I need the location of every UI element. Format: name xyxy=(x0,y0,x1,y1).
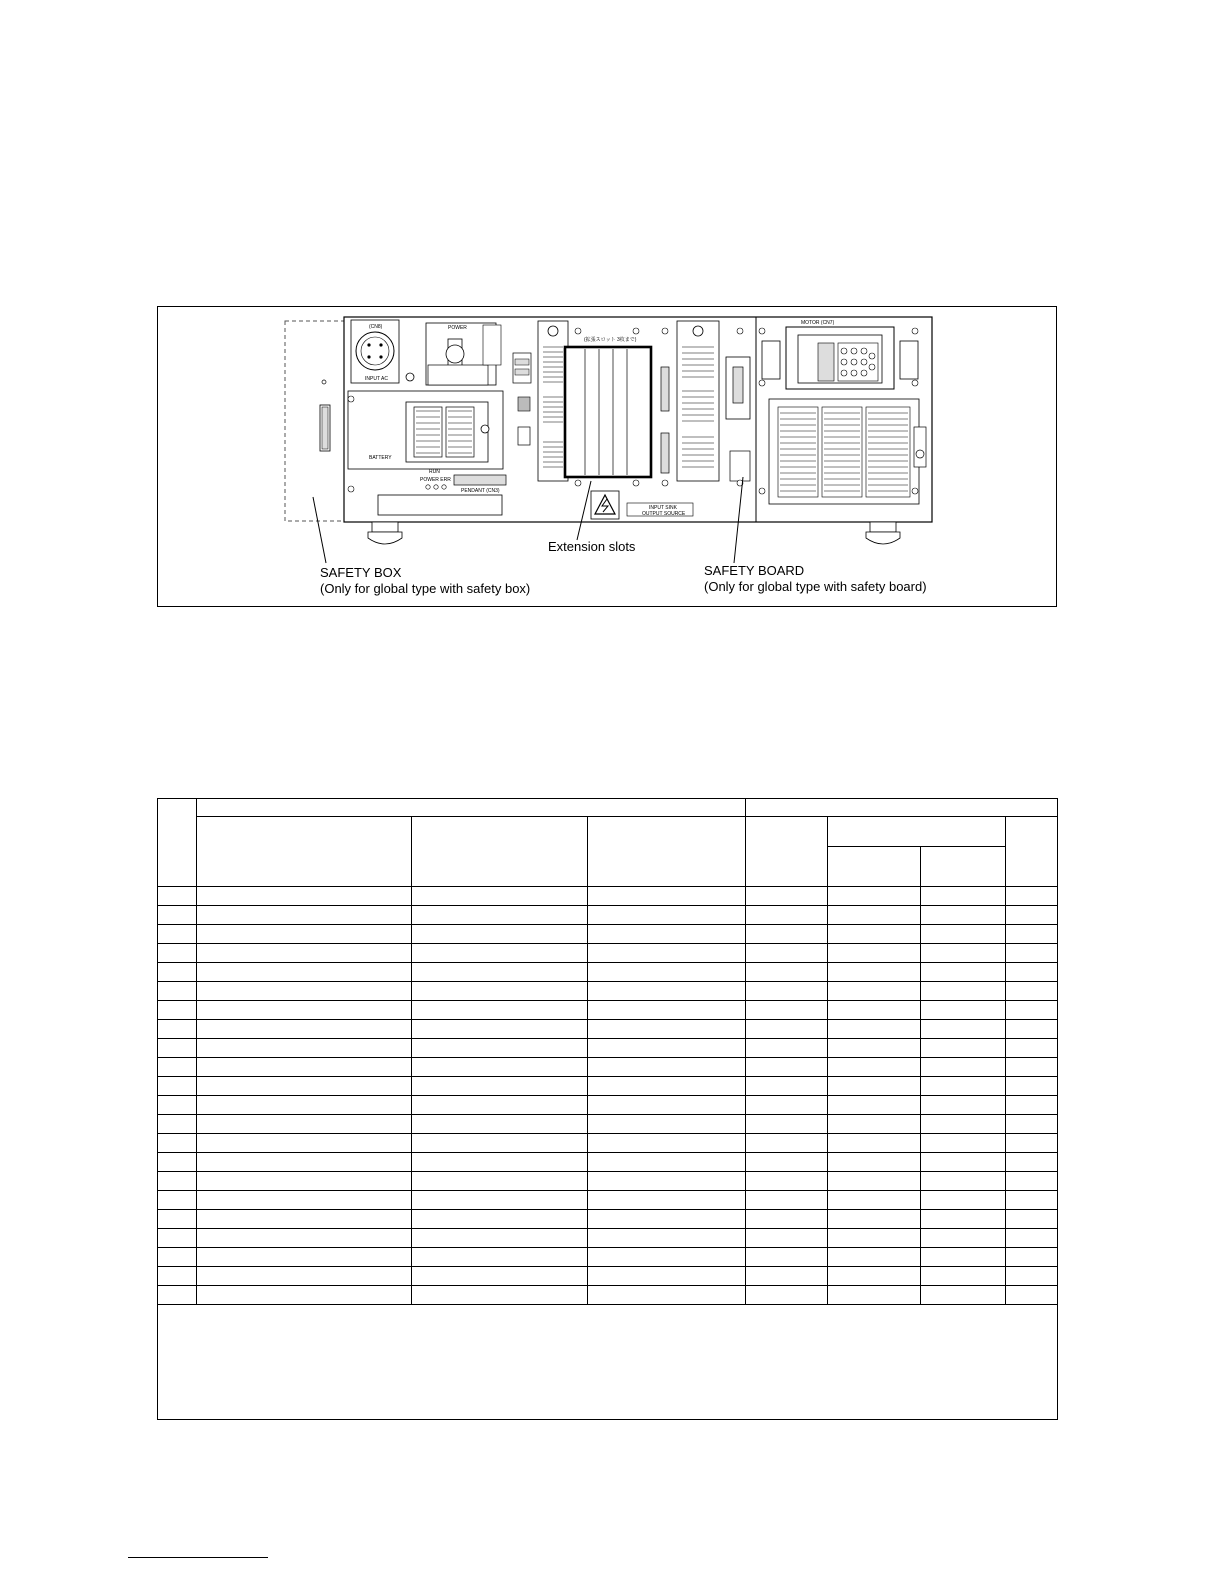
header-cell xyxy=(197,799,746,817)
table-cell xyxy=(828,925,921,944)
table-cell xyxy=(746,1267,828,1286)
header-row-2 xyxy=(158,817,1058,847)
table-cell xyxy=(1006,1286,1058,1305)
table-cell xyxy=(588,1267,746,1286)
table-cell xyxy=(197,1020,412,1039)
table-cell xyxy=(197,906,412,925)
table-cell xyxy=(412,1115,588,1134)
table-cell xyxy=(158,925,197,944)
table-cell xyxy=(588,1229,746,1248)
table-cell xyxy=(746,944,828,963)
table-row xyxy=(158,1191,1058,1210)
table-cell xyxy=(1006,963,1058,982)
table-cell xyxy=(828,1248,921,1267)
table-cell xyxy=(158,1096,197,1115)
table-cell xyxy=(158,1020,197,1039)
table-cell xyxy=(158,1153,197,1172)
table-cell xyxy=(412,1039,588,1058)
table-cell xyxy=(197,1077,412,1096)
extension-slots-block xyxy=(565,336,651,477)
table-cell xyxy=(197,1248,412,1267)
safety-board-label: SAFETY BOARD xyxy=(704,563,805,578)
table-cell xyxy=(588,1286,746,1305)
table-cell xyxy=(588,1153,746,1172)
table-cell xyxy=(197,1134,412,1153)
table-cell xyxy=(412,1058,588,1077)
table-cell xyxy=(197,1210,412,1229)
controller-drawing xyxy=(158,307,1058,608)
table-cell xyxy=(588,1134,746,1153)
table-cell xyxy=(921,1229,1006,1248)
table-cell xyxy=(921,1248,1006,1267)
table-row xyxy=(158,1020,1058,1039)
table-cell xyxy=(921,1134,1006,1153)
table-cell xyxy=(197,887,412,906)
table-cell xyxy=(197,1115,412,1134)
safety-box-leader xyxy=(313,497,326,563)
table-cell xyxy=(158,1172,197,1191)
table-cell xyxy=(158,887,197,906)
table-cell xyxy=(921,1210,1006,1229)
table-cell xyxy=(1006,1229,1058,1248)
table-cell xyxy=(921,906,1006,925)
header-cell xyxy=(746,817,828,887)
safety-box-note: (Only for global type with safety box) xyxy=(320,581,531,596)
safety-board-note: (Only for global type with safety board) xyxy=(704,579,927,594)
table-cell xyxy=(588,982,746,1001)
table-cell xyxy=(197,982,412,1001)
table-cell xyxy=(828,1115,921,1134)
table-cell xyxy=(588,887,746,906)
table-cell xyxy=(197,1096,412,1115)
table-cell xyxy=(158,1267,197,1286)
table-cell xyxy=(158,1001,197,1020)
table-cell xyxy=(1006,1096,1058,1115)
fan-grill xyxy=(769,399,926,504)
table-cell xyxy=(158,1039,197,1058)
extension-slots-label: Extension slots xyxy=(548,539,636,554)
table-cell xyxy=(746,1077,828,1096)
table-cell xyxy=(197,944,412,963)
table-cell xyxy=(921,1267,1006,1286)
table-cell xyxy=(412,1096,588,1115)
table-cell xyxy=(828,1191,921,1210)
table-cell xyxy=(412,944,588,963)
table-cell xyxy=(828,1077,921,1096)
table-cell xyxy=(412,1020,588,1039)
table-cell xyxy=(412,906,588,925)
table-cell xyxy=(1006,1039,1058,1058)
cn8-label: (CN8) xyxy=(369,324,383,330)
table-cell xyxy=(588,1058,746,1077)
header-cell xyxy=(828,817,1006,847)
table-row xyxy=(158,982,1058,1001)
table-cell xyxy=(412,1172,588,1191)
table-cell xyxy=(412,1210,588,1229)
table-cell xyxy=(746,887,828,906)
svg-text:OUTPUT SOURCE: OUTPUT SOURCE xyxy=(642,511,686,517)
table-cell xyxy=(828,1153,921,1172)
table-cell xyxy=(828,906,921,925)
table-cell xyxy=(1006,1191,1058,1210)
table-cell xyxy=(828,1134,921,1153)
table-cell xyxy=(746,906,828,925)
table-row xyxy=(158,1039,1058,1058)
table-cell xyxy=(158,1229,197,1248)
table-cell xyxy=(588,1020,746,1039)
table-cell xyxy=(588,1039,746,1058)
table-cell xyxy=(158,1134,197,1153)
table-row xyxy=(158,1267,1058,1286)
table-cell xyxy=(412,1077,588,1096)
table-cell xyxy=(197,1058,412,1077)
table-cell xyxy=(1006,925,1058,944)
table-row xyxy=(158,1001,1058,1020)
table-cell xyxy=(412,887,588,906)
table-row xyxy=(158,1096,1058,1115)
bottom-plate xyxy=(378,495,502,515)
table-row xyxy=(158,906,1058,925)
table-cell xyxy=(921,1286,1006,1305)
table-cell xyxy=(197,963,412,982)
table-cell xyxy=(1006,1115,1058,1134)
table-cell xyxy=(921,1020,1006,1039)
table-cell xyxy=(746,1096,828,1115)
table-cell xyxy=(158,906,197,925)
svg-text:MOTOR (CN7): MOTOR (CN7) xyxy=(801,320,835,326)
table-cell xyxy=(746,982,828,1001)
warning-label xyxy=(591,491,619,519)
table-cell xyxy=(828,944,921,963)
table-cell xyxy=(746,925,828,944)
table-cell xyxy=(921,944,1006,963)
table-cell xyxy=(921,982,1006,1001)
table-cell xyxy=(1006,1020,1058,1039)
table-cell xyxy=(1006,1001,1058,1020)
header-cell xyxy=(828,847,921,887)
table-cell xyxy=(197,1267,412,1286)
table-cell xyxy=(588,963,746,982)
table-row xyxy=(158,1229,1058,1248)
header-cell xyxy=(921,847,1006,887)
table-cell xyxy=(1006,1134,1058,1153)
controller-front-panel-figure xyxy=(157,306,1057,607)
table-cell xyxy=(1006,1077,1058,1096)
sink-source-label xyxy=(627,503,693,517)
header-cell xyxy=(1006,817,1058,887)
table-cell xyxy=(746,1191,828,1210)
table-cell xyxy=(828,1267,921,1286)
table-cell xyxy=(197,1001,412,1020)
table-row xyxy=(158,1210,1058,1229)
header-cell xyxy=(588,817,746,887)
table-cell xyxy=(158,1191,197,1210)
table-cell xyxy=(828,1096,921,1115)
power-switch-label: POWER xyxy=(448,325,467,331)
table-cell xyxy=(921,1191,1006,1210)
table-cell xyxy=(921,1058,1006,1077)
table-cell xyxy=(828,1172,921,1191)
table-row xyxy=(158,1248,1058,1267)
header-cell xyxy=(746,799,1058,817)
table-cell xyxy=(412,1267,588,1286)
notes-cell xyxy=(158,1305,1058,1420)
table-cell xyxy=(197,1172,412,1191)
table-cell xyxy=(588,944,746,963)
table-cell xyxy=(412,925,588,944)
table-cell xyxy=(412,1191,588,1210)
table-cell xyxy=(746,1115,828,1134)
table-cell xyxy=(828,1039,921,1058)
table-cell xyxy=(1006,1058,1058,1077)
table-cell xyxy=(1006,982,1058,1001)
table-cell xyxy=(412,1229,588,1248)
table-cell xyxy=(158,1058,197,1077)
table-cell xyxy=(588,1096,746,1115)
table-row xyxy=(158,1058,1058,1077)
table-cell xyxy=(1006,887,1058,906)
table-cell xyxy=(828,1058,921,1077)
table-cell xyxy=(1006,1267,1058,1286)
table-cell xyxy=(1006,1172,1058,1191)
table-cell xyxy=(921,1153,1006,1172)
table-cell xyxy=(828,982,921,1001)
table-cell xyxy=(412,982,588,1001)
table-cell xyxy=(197,1286,412,1305)
table-cell xyxy=(588,906,746,925)
header-cell xyxy=(158,799,197,887)
table-cell xyxy=(828,1210,921,1229)
right-middle-module xyxy=(677,321,719,481)
table-row xyxy=(158,1077,1058,1096)
table-cell xyxy=(158,1210,197,1229)
table-cell xyxy=(1006,1210,1058,1229)
header-cell xyxy=(197,817,412,887)
table-cell xyxy=(412,963,588,982)
table-cell xyxy=(746,1248,828,1267)
table-cell xyxy=(1006,1153,1058,1172)
table-cell xyxy=(828,887,921,906)
svg-text:(拡張スロット 3枚まで): (拡張スロット 3枚まで) xyxy=(584,337,637,343)
notes-row xyxy=(158,1305,1058,1420)
table-cell xyxy=(588,1115,746,1134)
table-cell xyxy=(746,1001,828,1020)
table-cell xyxy=(1006,944,1058,963)
table-cell xyxy=(158,963,197,982)
table-cell xyxy=(828,1229,921,1248)
table-cell xyxy=(921,887,1006,906)
table-cell xyxy=(158,1077,197,1096)
safety-box-label: SAFETY BOX xyxy=(320,565,402,580)
table-cell xyxy=(588,1172,746,1191)
svg-text:POWER ERR: POWER ERR xyxy=(420,477,451,483)
table-cell xyxy=(588,1248,746,1267)
table-cell xyxy=(1006,906,1058,925)
table-cell xyxy=(158,1115,197,1134)
table-cell xyxy=(921,925,1006,944)
table-cell xyxy=(197,925,412,944)
table-row xyxy=(158,925,1058,944)
table-cell xyxy=(588,1210,746,1229)
table-cell xyxy=(746,1229,828,1248)
table-cell xyxy=(746,1020,828,1039)
header-row-1 xyxy=(158,799,1058,817)
table-cell xyxy=(746,963,828,982)
table-cell xyxy=(158,1248,197,1267)
table-cell xyxy=(1006,1248,1058,1267)
table-cell xyxy=(197,1229,412,1248)
battery-section xyxy=(348,391,503,469)
table-cell xyxy=(197,1153,412,1172)
battery-label: BATTERY xyxy=(369,455,392,461)
table-cell xyxy=(746,1134,828,1153)
svg-text:INPUT SINK: INPUT SINK xyxy=(649,505,677,511)
table-cell xyxy=(158,944,197,963)
table-cell xyxy=(197,1039,412,1058)
table-cell xyxy=(412,1134,588,1153)
table-cell xyxy=(921,1172,1006,1191)
table-cell xyxy=(412,1248,588,1267)
table-row xyxy=(158,1153,1058,1172)
table-cell xyxy=(921,1001,1006,1020)
table-cell xyxy=(828,963,921,982)
table-row xyxy=(158,1115,1058,1134)
table-cell xyxy=(746,1058,828,1077)
table-cell xyxy=(412,1153,588,1172)
table-cell xyxy=(921,963,1006,982)
input-ac-label: INPUT AC xyxy=(365,376,388,382)
table-row xyxy=(158,1172,1058,1191)
table-cell xyxy=(921,1096,1006,1115)
table-cell xyxy=(158,982,197,1001)
table-cell xyxy=(588,925,746,944)
svg-text:RUN: RUN xyxy=(429,469,440,475)
power-section xyxy=(351,320,501,385)
table-cell xyxy=(746,1039,828,1058)
table-row xyxy=(158,944,1058,963)
table-row xyxy=(158,963,1058,982)
table-cell xyxy=(746,1172,828,1191)
table-row xyxy=(158,1134,1058,1153)
table-cell xyxy=(828,1001,921,1020)
table-cell xyxy=(588,1191,746,1210)
table-cell xyxy=(197,1191,412,1210)
table-cell xyxy=(828,1286,921,1305)
table-cell xyxy=(412,1286,588,1305)
footnote-rule xyxy=(128,1557,268,1558)
table-cell xyxy=(921,1115,1006,1134)
table-cell xyxy=(412,1001,588,1020)
table-cell xyxy=(746,1210,828,1229)
header-cell xyxy=(412,817,588,887)
table-cell xyxy=(158,1286,197,1305)
pendant-connector xyxy=(454,475,506,494)
table-body xyxy=(158,799,1058,1420)
table-cell xyxy=(746,1286,828,1305)
table-cell xyxy=(921,1077,1006,1096)
safety-box-outline xyxy=(285,321,346,521)
table-cell xyxy=(588,1001,746,1020)
specification-table xyxy=(157,798,1058,1420)
table-cell xyxy=(921,1039,1006,1058)
table-row xyxy=(158,1286,1058,1305)
table-cell xyxy=(746,1153,828,1172)
table-row xyxy=(158,887,1058,906)
svg-text:PENDANT (CN3): PENDANT (CN3) xyxy=(461,488,500,494)
table-cell xyxy=(828,1020,921,1039)
table-cell xyxy=(588,1077,746,1096)
